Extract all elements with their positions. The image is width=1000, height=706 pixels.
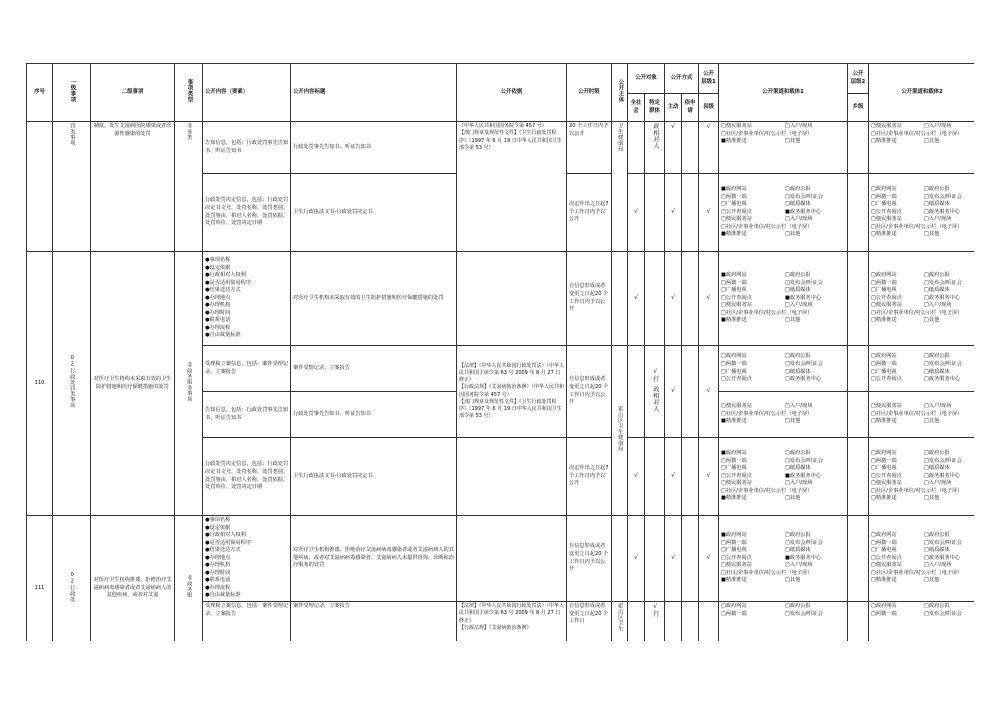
cell-type: 非政务服务事项 — [175, 252, 203, 516]
cell-type: 非政务服 — [175, 516, 203, 642]
cell-obj-specific: √行 — [645, 602, 665, 642]
header-township: 乡级 — [848, 94, 869, 122]
cell-check: √ — [628, 438, 645, 516]
cell-content: 受理和立案信息，包括：案件受理记录、立案报告 — [203, 602, 291, 642]
channel-cell-1: ■政府网站 □政府公报 □两微一端 □发布会/听证会 □广播电视 □纸质媒体 □公开查阅点 ■政务服务中心 □便民服务站 □入户/现场 □社区/企事业单位/村公示栏（电子屏） ■精准推送 □其他 — [719, 252, 848, 346]
header-object: 公开对象 — [628, 64, 665, 94]
header-level1: 一级事项 — [53, 64, 91, 122]
channel-cell-2: □便民服务站 □入户/现场 □社区/企事业单位/村公示栏（电子屏） □精准推送 □其他 — [869, 392, 974, 438]
channel-cell-1: □政府网站 □政府公报 □两微一端 □发布会/听证会 □广播电视 □纸质媒体 □公开查阅点 □政务服务中心 — [719, 346, 848, 392]
cell-level2: 对医疗卫生机构推诿、拒绝治疗艾滋病病毒感染者或者艾滋病病人的其他疾病，或者对艾滋 — [91, 516, 175, 642]
channel-cell-2: □政府网站 □政府公报 □两微一端 □发布会/听证会 — [869, 602, 974, 642]
cell-check: √ — [699, 516, 719, 602]
cell-content: 行政处罚决定信息，包括：行政处罚决定书文号、处罚名称、处罚类别、处罚事由、相对人名称、处罚依据、处罚单位、处罚决定日期 — [203, 438, 291, 516]
header-seq: 序号 — [27, 64, 53, 122]
cell-check: √ — [665, 438, 682, 516]
cell-time: 自信息形成或者变更之日起20 个工作日 — [567, 602, 612, 642]
header-method-active: 主动 — [665, 94, 682, 122]
cell-level1: 02行政处罚类事项 — [53, 252, 91, 516]
cell-seq: 111 — [27, 516, 53, 642]
cell-check: √ — [699, 252, 719, 346]
channel-cell-2: □便民服务站 □入户/现场 □社区/企事业单位/村公示栏（电子屏） □精准推送 □其他 — [869, 122, 974, 174]
table-row — [27, 122, 975, 174]
channel-cell-2: □政府网站 □政府公报 □两微一端 □发布会/听证会 □广播电视 □纸质媒体 □公开查阅点 □政务服务中心 □便民服务站 □入户/现场 □社区/企事业单位/村公示栏（电子屏） □精准推送 □其他 — [869, 252, 974, 346]
disclosure-table-sheet — [26, 63, 974, 641]
cell-check: √ — [699, 346, 719, 438]
cell-time: 自信息形成或者变更之日起20 个工作日内予以公开 — [567, 516, 612, 602]
channel-cell-2: □政府网站 □政府公报 □两微一端 □发布会/听证会 □广播电视 □纸质媒体 □公开查阅点 □政务服务中心 □便民服务站 □入户/现场 □社区/企事业单位/村公示栏（电子屏） □精准推送 □其他 — [869, 516, 974, 602]
header-level2: 二级事项 — [91, 64, 175, 122]
cell-level1: 02行政处 — [53, 516, 91, 642]
cell-check: √ — [699, 174, 719, 252]
channel-cell-2: □政府网站 □政府公报 □两微一端 □发布会/听证会 □广播电视 □纸质媒体 □公开查阅点 □政务服务中心 □便民服务站 □入户/现场 □社区/企事业单位/村公示栏（电子屏） □精准推送 □其他 — [869, 174, 974, 252]
header-level2-label: 公开层级2 — [848, 64, 869, 94]
header-channel2: 公开渠道和载体2 — [869, 64, 974, 122]
header-title: 公开内容标题 — [291, 64, 457, 122]
cell-level1: 罚类事项 — [53, 122, 91, 252]
cell-obj-specific: √行 政相对人 — [645, 346, 665, 438]
cell-check: √ — [628, 174, 645, 252]
header-subject: 公开主体 — [612, 64, 628, 122]
cell-level2: 制度，发生艾滋病医院感染或者医源性感染的处罚 — [91, 122, 175, 252]
cell-title: 对医疗卫生机构未采取有效的卫生防护措施和医疗保健措施的处罚 — [291, 252, 457, 346]
header-time: 公开时限 — [567, 64, 612, 122]
cell-check: √ — [665, 516, 682, 602]
cell-time: 自信息形成或者变更之日起20 个工作日内予以公开 — [567, 252, 612, 346]
cell-subject: 卫生健康局 — [612, 122, 628, 252]
cell-check: √ — [665, 174, 682, 252]
header-obj-specific: 特定群体 — [645, 94, 665, 122]
cell-time: 自信息形成或者变更之日起20 个工作日内予以公开 — [567, 346, 612, 438]
table-row — [27, 516, 975, 602]
cell-title: 卫生行政执法文书-行政处罚决定书 — [291, 174, 457, 252]
cell-basis: 【法律】《中华人民共和国行政处罚法》（中华人民共和国主席令第 63 号 2009 年 8 月 27 日修正） 【行政法规】《艾滋病防治条例》（中华人民共和国国务院令第 457 号） 【部门规章及规范性文件】《卫生行政处罚程序》（1997 年 6 月 19 日中华人民共和国卫生部令第 53 号） — [457, 346, 567, 438]
cell-type: 非务类 — [175, 122, 203, 252]
cell-title: 对医疗卫生机构推诿、拒绝治疗艾滋病病毒感染者或者艾滋病病人的其他疾病，或者对艾滋病病毒感染者、艾滋病病人未提供咨询、诊断和治疗服务的处罚 — [291, 516, 457, 602]
cell-title: 案件受理记录、立案报告 — [291, 602, 457, 642]
cell-content-guide: ●事项名称 ●设定依据 ●行政相对人权利 ●是否适用简易程序 ●结果送达方式 ●办理地点 ●办理机构 ●办理时间 ●联系电话 ●办理流程 ●自由裁量标准 — [203, 252, 291, 346]
cell-title: 案件受理记录、立案报告 — [291, 346, 457, 392]
channel-cell-2: □政府网站 □政府公报 □两微一端 □发布会/听证会 □广播电视 □纸质媒体 □公开查阅点 □政务服务中心 — [869, 346, 974, 392]
table-row — [27, 252, 975, 346]
cell-time: 20 个工作日内予以公开 — [567, 122, 612, 174]
cell-basis: 【法律】《中华人民共和国行政处罚法》（中华人民共和国主席令第 63 号 2009 年 8 月 27 日修正） 【行政法规】《艾滋病防治条例》 — [457, 602, 567, 642]
header-level1-label: 公开层级1 — [699, 64, 719, 94]
cell-subject: 霍山区卫生 — [612, 602, 628, 642]
cell-content: 受理和立案信息，包括：案件受理记录、立案报告 — [203, 346, 291, 392]
channel-cell-1: □便民服务站 □入户/现场 □社区/企事业单位/村公示栏（电子屏） ■精准推送 □其他 — [719, 122, 848, 174]
cell-subject: 霍山区卫生健康局 — [612, 346, 628, 516]
cell-check: √ — [628, 252, 645, 346]
header-content: 公开内容（要素） — [203, 64, 291, 122]
header-row-1 — [27, 64, 975, 94]
header-type: 事项类型 — [175, 64, 203, 122]
header-method-request: 依申请 — [682, 94, 699, 122]
cell-title: 行政处罚事先告知书、听证告知书 — [291, 392, 457, 438]
header-basis: 公开依据 — [457, 64, 567, 122]
cell-obj-specific: 政相对人 — [645, 122, 665, 174]
cell-title: 卫生行政执法文书-行政处罚决定书 — [291, 438, 457, 516]
channel-cell-1: ■政府网站 □政府公报 □两微一端 □发布会/听证会 □广播电视 □纸质媒体 □公开查阅点 ■政务服务中心 □便民服务站 □入户/现场 □社区/企事业单位/村公示栏（电子屏） ■精准推送 □其他 — [719, 438, 848, 516]
header-county: 县级 — [699, 94, 719, 122]
cell-title: 行政处罚事先告知书、听证告知书 — [291, 122, 457, 174]
channel-cell-2: □政府网站 □政府公报 □两微一端 □发布会/听证会 □广播电视 □纸质媒体 □公开查阅点 □政务服务中心 □便民服务站 □入户/现场 □社区/企事业单位/村公示栏（电子屏） □精准推送 □其他 — [869, 438, 974, 516]
channel-cell-1: ■政府网站 □政府公报 □两微一端 □发布会/听证会 □广播电视 □纸质媒体 □公开查阅点 ■政务服务中心 □便民服务站 □入户/现场 □社区/企事业单位/村公示栏（电子屏） ■精准推送 □其他 — [719, 174, 848, 252]
cell-check: √ — [665, 122, 682, 174]
cell-time: 决定作出之日起7个工作日内予以公开 — [567, 174, 612, 252]
channel-cell-1: ■政府网站 □政府公报 □两微一端 □发布会/听证会 □广播电视 □纸质媒体 □公开查阅点 ■政务服务中心 □便民服务站 □入户/现场 □社区/企事业单位/村公示栏（电子屏） ■精准推送 □其他 — [719, 516, 848, 602]
cell-check: √ — [665, 346, 682, 438]
channel-cell-1: □政府网站 □政府公报 □两微一端 □发布会/听证会 — [719, 602, 848, 642]
cell-basis: （中华人民共和国国务院令第 457 号） 【部门规章及规范性文件】《卫生行政处罚程序》（1997 年 6 月 19 日中华人民共和国卫生部令第 53 号） — [457, 122, 567, 252]
header-method: 公开方式 — [665, 64, 699, 94]
channel-cell-1: □便民服务站 □入户/现场 □社区/企事业单位/村公示栏（电子屏） ■精准推送 □其他 — [719, 392, 848, 438]
cell-content: 告知信息，包括：行政处罚事先告知书、听证告知书 — [203, 122, 291, 174]
cell-check: √ — [699, 438, 719, 516]
disclosure-table — [26, 63, 974, 641]
cell-content: 告知信息，包括：行政处罚事先告知书、听证告知书 — [203, 392, 291, 438]
cell-content: 行政处罚决定信息，包括：行政处罚决定书文号、处罚名称、处罚类别、处罚事由、相对人名称、处罚依据、处罚单位、处罚决定日期 — [203, 174, 291, 252]
cell-time: 决定作出之日起7个工作日内予以公开 — [567, 438, 612, 516]
header-channel1: 公开渠道和载体1 — [719, 64, 848, 122]
cell-check: √ — [665, 252, 682, 346]
cell-check: √ — [699, 122, 719, 174]
cell-content-guide: ●事项名称 ●设定依据 ●行政相对人权利 ●是否适用简易程序 ●结果送达方式 ●办理地点 ●办理机构 ●办理时间 ●联系电话 ●办理流程 ●自由裁量标准 — [203, 516, 291, 602]
header-obj-all: 全社会 — [628, 94, 645, 122]
cell-check: √ — [628, 516, 645, 602]
cell-seq: 110 — [27, 252, 53, 516]
cell-level2: 对医疗卫生机构未采取有效的卫生防护措施和医疗保健措施的处罚 — [91, 252, 175, 516]
